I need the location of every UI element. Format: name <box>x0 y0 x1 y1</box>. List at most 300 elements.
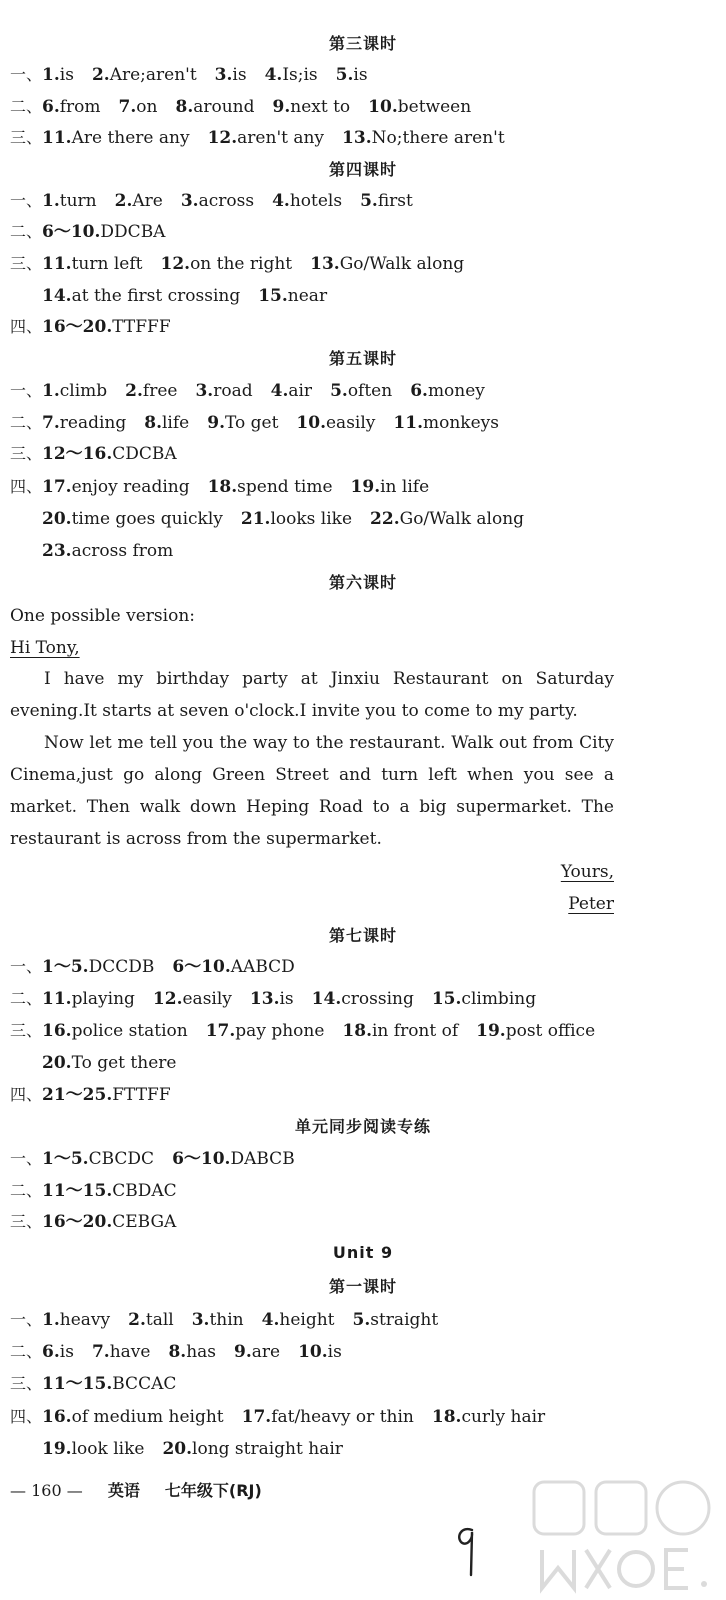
answer-text: DABCB <box>230 1149 295 1169</box>
question-number: 3. <box>180 191 199 211</box>
question-number: 17. <box>205 1021 236 1041</box>
answer-text: money <box>427 381 485 401</box>
answer-text: of medium height <box>71 1407 224 1427</box>
answer-text: straight <box>370 1310 439 1330</box>
answer-item <box>42 509 223 529</box>
essay-greeting: Hi Tony, <box>10 638 80 658</box>
answer-text: near <box>287 286 328 306</box>
answer-item <box>42 254 142 274</box>
question-section-marker: 四、 <box>10 1407 43 1426</box>
question-number: 12. <box>152 989 183 1009</box>
answer-row <box>10 956 313 978</box>
question-number: 19. <box>476 1021 506 1041</box>
question-number: 20. <box>42 1053 72 1073</box>
question-number: 17. <box>241 1407 272 1427</box>
answer-text: Are there any <box>71 128 190 148</box>
answer-text: in front of <box>371 1021 459 1041</box>
question-number: 3. <box>214 65 233 85</box>
question-number: 21. <box>240 509 271 529</box>
answer-text: enjoy reading <box>71 477 190 497</box>
question-number: 14. <box>42 286 72 306</box>
answer-item <box>42 957 154 977</box>
answer-row <box>10 64 386 86</box>
section-title-lesson-3: 第三课时 <box>328 34 397 53</box>
answer-item <box>242 1407 414 1427</box>
answer-text: is <box>327 1342 342 1362</box>
answer-item <box>42 989 135 1009</box>
question-number: 1～5. <box>42 1149 89 1169</box>
answer-text: TTFFF <box>112 317 171 337</box>
answer-row <box>10 1373 194 1395</box>
answer-text: is <box>59 1342 74 1362</box>
question-section-marker: 三、 <box>10 1212 43 1231</box>
question-number: 13. <box>342 128 372 148</box>
question-section-marker: 四、 <box>10 1085 43 1104</box>
answer-text: is <box>353 65 368 85</box>
question-number: 7. <box>91 1342 110 1362</box>
question-section-marker: 三、 <box>10 1374 43 1393</box>
answer-text: is <box>232 65 247 85</box>
answer-text: turn left <box>71 254 143 274</box>
answer-row <box>42 508 542 530</box>
answer-text: CBCDC <box>88 1149 155 1169</box>
question-section-marker: 一、 <box>10 957 43 976</box>
section-title-lesson-5: 第五课时 <box>328 349 397 368</box>
answer-item <box>42 191 97 211</box>
answer-text: CBDAC <box>112 1181 177 1201</box>
answer-text: is <box>59 65 74 85</box>
handwritten-number <box>452 1520 482 1580</box>
answer-item <box>215 65 247 85</box>
question-number: 14. <box>311 989 342 1009</box>
answer-item <box>153 989 232 1009</box>
question-section-marker: 一、 <box>10 65 43 84</box>
answer-item <box>271 381 312 401</box>
answer-item <box>162 1439 342 1459</box>
answer-item <box>42 1342 74 1362</box>
answer-item <box>42 65 74 85</box>
answer-item <box>410 381 485 401</box>
answer-row <box>10 1180 195 1202</box>
question-number: 11～15. <box>42 1374 113 1394</box>
answer-item <box>336 65 368 85</box>
answer-item <box>342 128 505 148</box>
answer-text: road <box>213 381 253 401</box>
question-number: 11～15. <box>42 1181 113 1201</box>
essay-paragraph-1: I have my birthday party at Jinxiu Restaurant on Saturday evening.It starts at seven o'clock.I invite you to come to my party. <box>10 669 614 721</box>
answer-item <box>42 541 173 561</box>
answer-item <box>368 97 471 117</box>
answer-row <box>10 1148 313 1170</box>
answer-item <box>42 222 165 242</box>
question-number: 2. <box>125 381 143 401</box>
answer-text: life <box>162 413 190 433</box>
question-number: 12～16. <box>42 444 113 464</box>
question-number: 23. <box>42 541 72 561</box>
answer-item <box>234 1342 280 1362</box>
question-number: 13. <box>310 254 340 274</box>
answer-row <box>10 1211 194 1233</box>
answer-item <box>42 1181 177 1201</box>
answer-text: post office <box>505 1021 596 1041</box>
answer-item <box>115 191 163 211</box>
answer-item <box>175 97 254 117</box>
question-section-marker: 一、 <box>10 1310 43 1329</box>
question-section-marker: 三、 <box>10 128 43 147</box>
answer-item <box>330 381 392 401</box>
answer-text: in life <box>380 477 430 497</box>
answer-item <box>250 989 294 1009</box>
question-number: 1. <box>42 381 60 401</box>
answer-item <box>208 128 324 148</box>
question-number: 10. <box>368 97 398 117</box>
question-section-marker: 二、 <box>10 989 43 1008</box>
question-number: 20. <box>162 1439 193 1459</box>
answer-text: Is;is <box>282 65 318 85</box>
question-number: 16～20. <box>42 317 113 337</box>
answer-item <box>272 191 342 211</box>
question-number: 2. <box>91 65 110 85</box>
answer-text: turn <box>59 191 97 211</box>
answer-row <box>10 190 431 212</box>
question-section-marker: 一、 <box>10 191 43 210</box>
question-number: 21～25. <box>42 1085 113 1105</box>
question-section-marker: 二、 <box>10 1342 43 1361</box>
answer-item <box>92 65 197 85</box>
answer-text: on the right <box>190 254 293 274</box>
answer-item <box>312 989 414 1009</box>
answer-item <box>42 1407 224 1427</box>
answer-item <box>144 413 189 433</box>
answer-item <box>370 509 524 529</box>
question-section-marker: 三、 <box>10 254 43 273</box>
question-number: 7. <box>118 97 137 117</box>
answer-item <box>42 477 190 497</box>
question-number: 18. <box>342 1021 372 1041</box>
question-number: 6～10. <box>172 1149 231 1169</box>
answer-item <box>42 1085 171 1105</box>
answer-item <box>432 1407 545 1427</box>
answer-item <box>42 1149 154 1169</box>
answer-row <box>10 253 482 275</box>
answer-item <box>310 254 464 274</box>
answer-row <box>10 476 447 498</box>
answer-text: heavy <box>59 1310 111 1330</box>
question-number: 6～10. <box>172 957 231 977</box>
answer-row <box>42 285 345 307</box>
question-number: 12. <box>160 254 191 274</box>
answer-text: looks like <box>270 509 353 529</box>
answer-text: spend time <box>237 477 333 497</box>
answer-text: across <box>198 191 255 211</box>
answer-item <box>192 1310 244 1330</box>
answer-text: Are;aren't <box>109 65 197 85</box>
question-number: 12. <box>207 128 238 148</box>
question-number: 13. <box>249 989 280 1009</box>
answer-text: AABCD <box>230 957 295 977</box>
answer-text: To get there <box>71 1053 177 1073</box>
answer-item <box>42 317 171 337</box>
answer-text: easily <box>326 413 376 433</box>
question-number: 10. <box>298 1342 328 1362</box>
answer-item <box>160 254 292 274</box>
question-number: 11. <box>42 989 72 1009</box>
question-number: 2. <box>128 1310 146 1330</box>
answer-text: height <box>279 1310 335 1330</box>
question-number: 16. <box>42 1407 72 1427</box>
section-title-lesson-4: 第四课时 <box>328 160 397 179</box>
section-title-lesson-7: 第七课时 <box>328 926 397 945</box>
question-number: 15. <box>431 989 462 1009</box>
answer-item <box>353 1310 439 1330</box>
section-title-unit9-lesson-1: 第一课时 <box>328 1277 397 1296</box>
answer-row <box>42 540 191 562</box>
answer-text: pay phone <box>235 1021 325 1041</box>
answer-item <box>432 989 536 1009</box>
question-number: 5. <box>330 381 348 401</box>
question-section-marker: 二、 <box>10 1181 43 1200</box>
answer-row <box>42 1438 361 1460</box>
answer-text: aren't any <box>237 128 325 148</box>
answer-item <box>207 413 278 433</box>
answer-item <box>476 1021 595 1041</box>
answer-row <box>10 1020 613 1042</box>
section-title-unit-reading: 单元同步阅读专练 <box>294 1117 431 1136</box>
answer-text: thin <box>209 1310 244 1330</box>
answer-item <box>42 97 101 117</box>
answer-text: has <box>186 1342 216 1362</box>
answer-row <box>10 1406 563 1428</box>
answer-item <box>351 477 430 497</box>
question-section-marker: 二、 <box>10 413 43 432</box>
answer-row <box>42 1052 194 1074</box>
question-number: 6. <box>410 381 428 401</box>
question-number: 7. <box>42 413 60 433</box>
answer-text: first <box>377 191 413 211</box>
question-number: 11. <box>393 413 423 433</box>
answer-text: climb <box>59 381 108 401</box>
essay-closing: Yours, <box>560 862 614 882</box>
answer-item <box>42 1212 176 1232</box>
question-section-marker: 三、 <box>10 444 43 463</box>
answer-text: monkeys <box>422 413 499 433</box>
question-section-marker: 一、 <box>10 381 43 400</box>
answer-item <box>42 444 177 464</box>
question-number: 1. <box>42 191 60 211</box>
question-number: 19. <box>350 477 381 497</box>
answer-text: is <box>279 989 294 1009</box>
answer-text: hotels <box>289 191 343 211</box>
answer-item <box>262 1310 335 1330</box>
answer-text: climbing <box>461 989 537 1009</box>
question-number: 6. <box>42 1342 60 1362</box>
answer-item <box>42 1053 176 1073</box>
question-section-marker: 四、 <box>10 477 43 496</box>
answer-item <box>241 509 352 529</box>
question-section-marker: 四、 <box>10 317 43 336</box>
answer-text: tall <box>145 1310 174 1330</box>
answer-text: often <box>347 381 393 401</box>
answer-item <box>128 1310 174 1330</box>
question-number: 22. <box>370 509 400 529</box>
answer-text: reading <box>59 413 127 433</box>
essay-paragraph-2: Now let me tell you the way to the restaurant. Walk out from City Cinema,just go along Green Street and turn left when you see a market. Then walk down Heping Road to a big supermarket. The restaurant is across from the supermarket. <box>10 733 614 849</box>
answer-item <box>42 286 240 306</box>
answer-text: time goes quickly <box>71 509 223 529</box>
question-number: 1. <box>42 1310 60 1330</box>
question-number: 18. <box>431 1407 462 1427</box>
answer-item <box>206 1021 325 1041</box>
question-number: 9. <box>234 1342 252 1362</box>
answer-row <box>10 380 503 402</box>
answer-text: on <box>136 97 158 117</box>
answer-text: are <box>251 1342 281 1362</box>
grade-label: 七年级下(RJ) <box>164 1481 262 1500</box>
answer-item <box>181 191 254 211</box>
question-number: 6～10. <box>42 222 101 242</box>
answer-item <box>273 97 351 117</box>
answer-text: DCCDB <box>88 957 155 977</box>
answer-text: look like <box>71 1439 145 1459</box>
answer-row <box>10 1309 456 1331</box>
answer-item <box>393 413 499 433</box>
page-number: — 160 — <box>10 1481 83 1500</box>
question-number: 9. <box>272 97 291 117</box>
question-number: 1. <box>42 65 60 85</box>
question-number: 4. <box>264 65 283 85</box>
answer-item <box>42 1439 144 1459</box>
answer-item <box>208 477 333 497</box>
answer-text: long straight hair <box>192 1439 343 1459</box>
answer-text: crossing <box>341 989 414 1009</box>
answer-row <box>10 221 183 243</box>
answer-text: playing <box>71 989 135 1009</box>
answer-item <box>360 191 413 211</box>
subject-label: 英语 <box>107 1481 140 1500</box>
answer-item <box>172 957 294 977</box>
answer-text: BCCAC <box>112 1374 177 1394</box>
answer-row <box>10 988 554 1010</box>
answer-item <box>42 413 126 433</box>
answer-item <box>42 1021 188 1041</box>
page-footer <box>10 1480 262 1502</box>
answer-item <box>119 97 158 117</box>
question-number: 11. <box>42 128 72 148</box>
question-number: 11. <box>42 254 72 274</box>
question-number: 20. <box>42 509 72 529</box>
question-number: 3. <box>191 1310 210 1330</box>
answer-text: fat/heavy or thin <box>271 1407 414 1427</box>
question-number: 3. <box>195 381 214 401</box>
answer-item <box>168 1342 216 1362</box>
answer-text: from <box>59 97 101 117</box>
answer-item <box>42 1374 176 1394</box>
question-number: 5. <box>360 191 378 211</box>
answer-item <box>298 1342 342 1362</box>
essay-signature: Peter <box>568 894 614 914</box>
question-number: 4. <box>270 381 289 401</box>
question-section-marker: 三、 <box>10 1021 43 1040</box>
answer-item <box>172 1149 295 1169</box>
answer-text: Are <box>132 191 163 211</box>
answer-text: next to <box>290 97 351 117</box>
answer-text: FTTFF <box>112 1085 171 1105</box>
section-title-lesson-6: 第六课时 <box>328 573 397 592</box>
answer-row <box>10 316 189 338</box>
question-number: 16. <box>42 1021 72 1041</box>
question-number: 18. <box>207 477 238 497</box>
question-number: 4. <box>272 191 290 211</box>
question-number: 10. <box>296 413 326 433</box>
answer-row <box>10 412 517 434</box>
answer-text: at the first crossing <box>71 286 241 306</box>
essay-intro: One possible version: <box>10 606 195 626</box>
question-section-marker: 一、 <box>10 1149 43 1168</box>
question-number: 5. <box>335 65 354 85</box>
question-number: 2. <box>114 191 133 211</box>
answer-text: To get <box>224 413 279 433</box>
answer-text: Go/Walk along <box>399 509 525 529</box>
answer-item <box>296 413 375 433</box>
question-number: 5. <box>352 1310 371 1330</box>
question-number: 8. <box>175 97 194 117</box>
answer-row <box>10 96 489 118</box>
answer-item <box>42 128 190 148</box>
answer-text: CEBGA <box>112 1212 177 1232</box>
question-number: 8. <box>168 1342 187 1362</box>
answer-text: air <box>288 381 313 401</box>
question-number: 15. <box>258 286 288 306</box>
question-number: 16～20. <box>42 1212 113 1232</box>
question-section-marker: 二、 <box>10 97 43 116</box>
question-number: 4. <box>261 1310 280 1330</box>
answer-text: across from <box>71 541 174 561</box>
answer-text: No;there aren't <box>371 128 505 148</box>
answer-text: police station <box>71 1021 188 1041</box>
question-number: 8. <box>144 413 162 433</box>
answer-item <box>258 286 327 306</box>
answer-row <box>10 1084 189 1106</box>
answer-item <box>125 381 177 401</box>
question-section-marker: 二、 <box>10 222 43 241</box>
answer-text: CDCBA <box>112 444 177 464</box>
answer-text: Go/Walk along <box>339 254 465 274</box>
answer-text: around <box>193 97 255 117</box>
answer-row <box>10 443 195 465</box>
answer-row <box>10 1341 360 1363</box>
answer-item <box>42 1310 110 1330</box>
answer-text: easily <box>182 989 232 1009</box>
answer-item <box>42 381 107 401</box>
answer-text: free <box>142 381 178 401</box>
watermark-logo <box>528 1478 720 1596</box>
answer-text: between <box>397 97 472 117</box>
answer-item <box>195 381 252 401</box>
answer-item <box>265 65 318 85</box>
answer-item <box>342 1021 458 1041</box>
question-number: 6. <box>42 97 60 117</box>
answer-text: DDCBA <box>100 222 166 242</box>
answer-item <box>92 1342 151 1362</box>
answer-text: curly hair <box>461 1407 546 1427</box>
question-number: 17. <box>42 477 72 497</box>
question-number: 1～5. <box>42 957 89 977</box>
question-number: 9. <box>207 413 225 433</box>
answer-text: have <box>109 1342 151 1362</box>
unit-title: Unit 9 <box>332 1243 394 1262</box>
question-number: 19. <box>42 1439 72 1459</box>
answer-row <box>10 127 523 149</box>
